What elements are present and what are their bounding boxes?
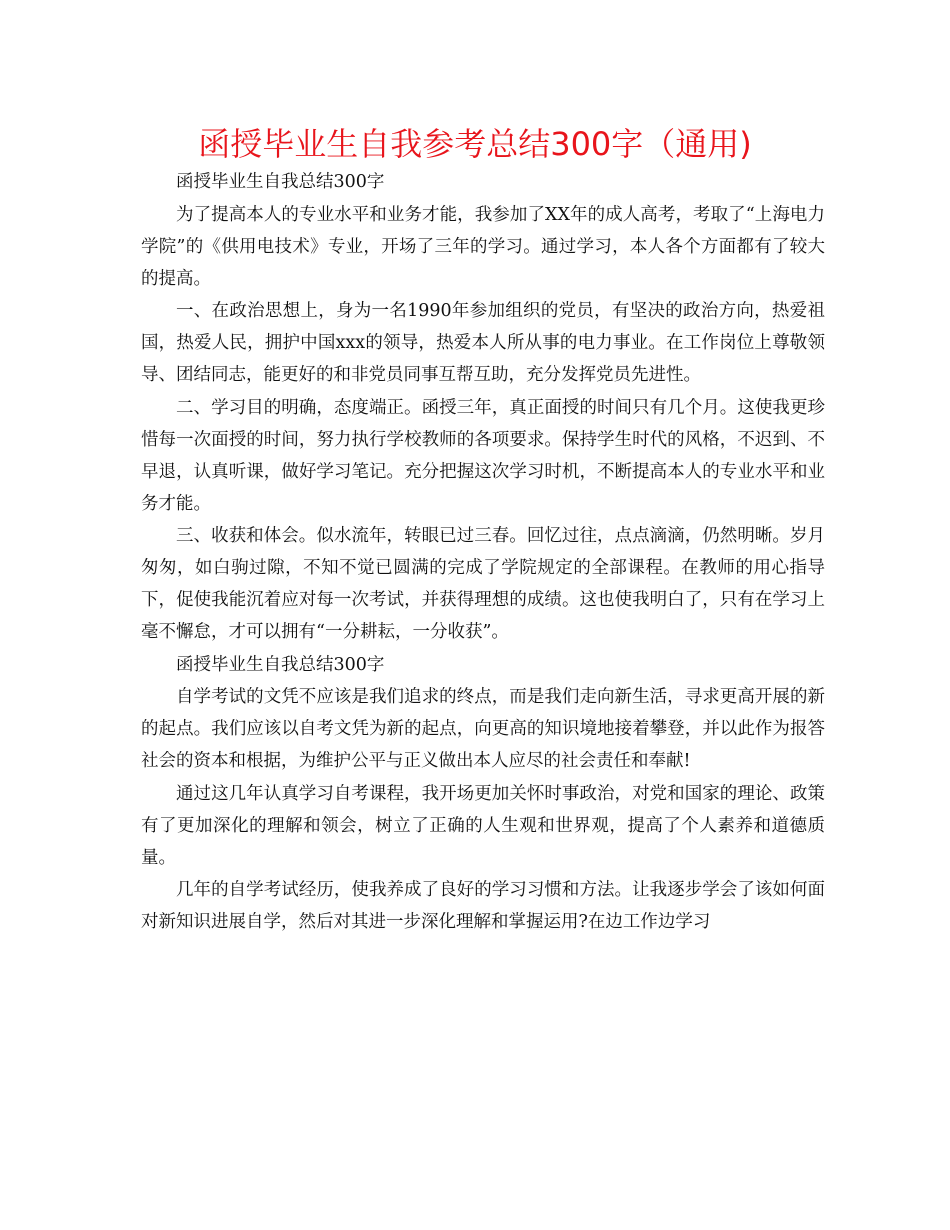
paragraph: 二、学习目的明确，态度端正。函授三年，真正面授的时间只有几个月。这使我更珍惜每一次面授的时间，努力执行学校教师的各项要求。保持学生时代的风格，不迟到、不早退，认真听课，做好学习笔记。充分把握这次学习时机，不断提高本人的专业水平和业务才能。	[141, 397, 825, 514]
document-title: 函授毕业生自我参考总结300字（通用)	[198, 125, 752, 163]
paragraph-subtitle-2: 函授毕业生自我总结300字	[176, 654, 385, 675]
paragraph: 三、收获和体会。似水流年，转眼已过三春。回忆过往，点点滴滴，仍然明晰。岁月匆匆，如白驹过隙，不知不觉已圆满的完成了学院规定的全部课程。在教师的用心指导下，促使我能沉着应对每一次考试，并获得理想的成绩。这也使我明白了，只有在学习上毫不懈怠，才可以拥有“一分耕耘，一分收获”。	[141, 526, 825, 642]
paragraph: 自学考试的文凭不应该是我们追求的终点，而是我们走向新生活，寻求更高开展的新的起点。我们应该以自考文凭为新的起点，向更高的知识境地接着攀登，并以此作为报答社会的资本和根据，为维护公平与正义做出本人应尽的社会责任和奉献!	[141, 687, 825, 771]
paragraph: 几年的自学考试经历，使我养成了良好的学习习惯和方法。让我逐步学会了该如何面对新知识进展自学，然后对其进一步深化理解和掌握运用?在边工作边学习	[141, 880, 825, 932]
paragraph-subtitle-1: 函授毕业生自我总结300字	[176, 172, 385, 192]
document-body	[141, 166, 825, 939]
paragraph: 一、在政治思想上，身为一名1990年参加组织的党员，有坚决的政治方向，热爱祖国，热爱人民，拥护中国xxx的领导，热爱本人所从事的电力事业。在工作岗位上尊敬领导、团结同志，能更好的和非党员同事互帮互助，充分发挥党员先进性。	[141, 301, 825, 385]
paragraph: 为了提高本人的专业水平和业务才能，我参加了XX年的成人高考，考取了“上海电力学院”的《供用电技术》专业，开场了三年的学习。通过学习，本人各个方面都有了较大的提高。	[141, 204, 825, 289]
paragraph: 通过这几年认真学习自考课程，我开场更加关怀时事政治，对党和国家的理论、政策有了更加深化的理解和领会，树立了正确的人生观和世界观，提高了个人素养和道德质量。	[141, 783, 825, 868]
